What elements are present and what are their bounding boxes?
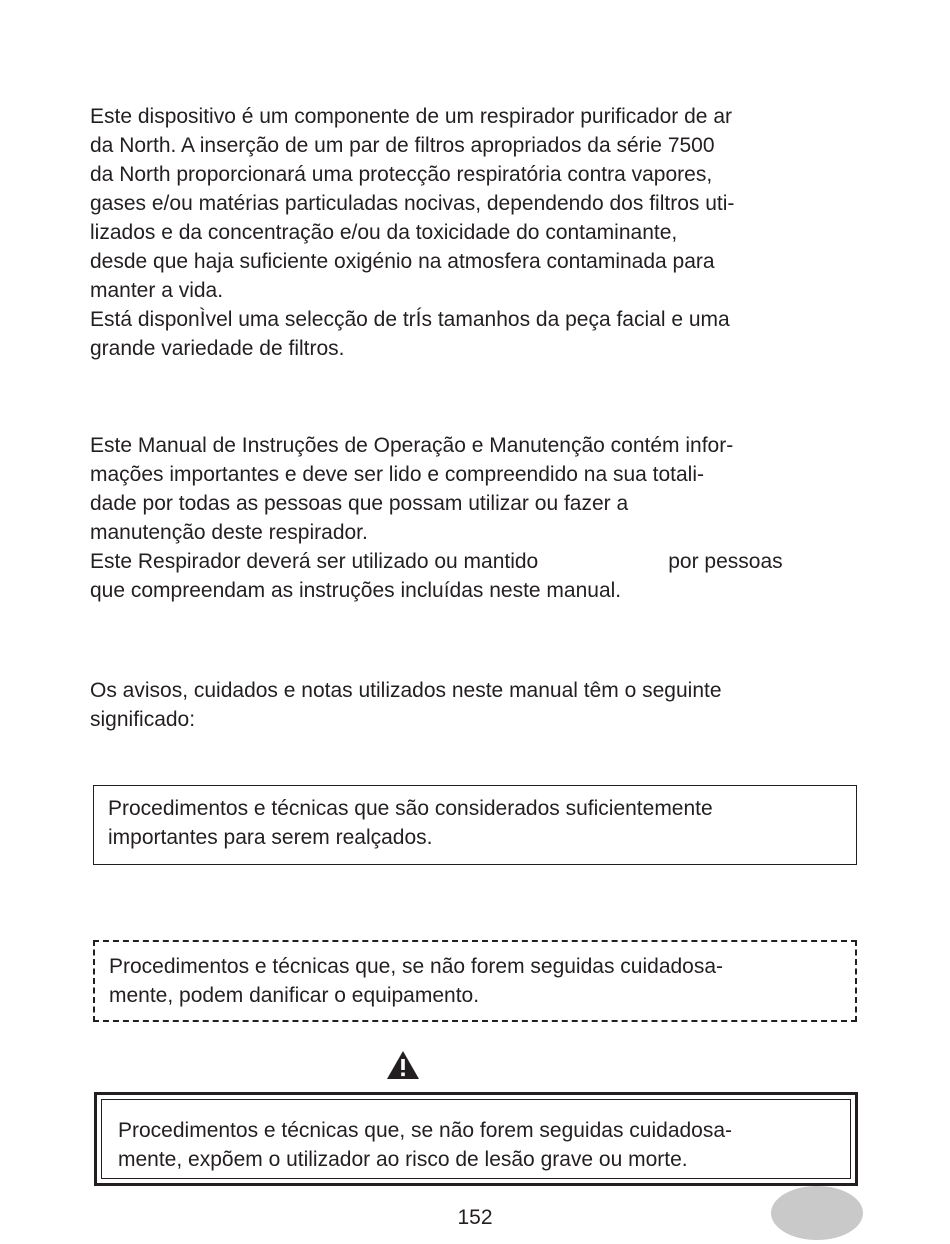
page-tab	[771, 1186, 863, 1240]
text-line: manutenção deste respirador.	[90, 521, 368, 544]
warning-inner-frame	[101, 1099, 851, 1179]
caution-box	[93, 940, 857, 1022]
note-box	[93, 785, 857, 865]
text-line: manter a vida.	[90, 279, 224, 302]
warning-text-line: mente, expõem o utilizador ao risco de lesão grave ou morte.	[118, 1148, 688, 1171]
text-line: da North. A inserção de um par de filtros apropriados da série 7500	[90, 134, 715, 157]
text-line: Os avisos, cuidados e notas utilizados neste manual têm o seguinte	[90, 679, 722, 702]
page-number: 152	[457, 1206, 493, 1229]
text-line: Está disponÌvel uma selecção de trÍs tamanhos da peça facial e uma	[90, 308, 730, 331]
text-line: gases e/ou matérias particuladas nocivas, dependendo dos filtros uti-	[90, 192, 735, 215]
text-fragment: por pessoas	[668, 550, 783, 573]
text-line: da North proporcionará uma protecção respiratória contra vapores,	[90, 163, 713, 186]
text-line	[90, 547, 870, 576]
text-line: lizados e da concentração e/ou da toxicidade do contaminante,	[90, 221, 678, 244]
warning-box	[94, 1092, 858, 1186]
text-line: Este dispositivo é um componente de um respirador purificador de ar	[90, 105, 732, 128]
manual-paragraph	[90, 431, 870, 605]
text-line: dade por todas as pessoas que possam utilizar ou fazer a	[90, 492, 629, 515]
text-line: desde que haja suficiente oxigénio na atmosfera contaminada para	[90, 250, 715, 273]
intro-paragraph	[90, 102, 870, 363]
note-text-line: Procedimentos e técnicas que são considerados suficientemente	[108, 797, 713, 820]
text-line: mações importantes e deve ser lido e compreendido na sua totali-	[90, 463, 705, 486]
warning-triangle-icon	[386, 1050, 420, 1080]
caution-text-line: Procedimentos e técnicas que, se não forem seguidas cuidadosa-	[109, 955, 724, 978]
text-line: Este Manual de Instruções de Operação e Manutenção contém infor-	[90, 434, 734, 457]
note-text-line: importantes para serem realçados.	[108, 826, 433, 849]
text-line: que compreendam as instruções incluídas neste manual.	[90, 579, 622, 602]
text-line: significado:	[90, 708, 196, 731]
caution-text-line: mente, podem danificar o equipamento.	[109, 984, 480, 1007]
text-line: grande variedade de filtros.	[90, 337, 345, 360]
text-fragment: Este Respirador deverá ser utilizado ou mantido	[90, 550, 539, 573]
notes-intro-paragraph	[90, 676, 870, 734]
warning-text-line: Procedimentos e técnicas que, se não forem seguidas cuidadosa-	[118, 1119, 733, 1142]
